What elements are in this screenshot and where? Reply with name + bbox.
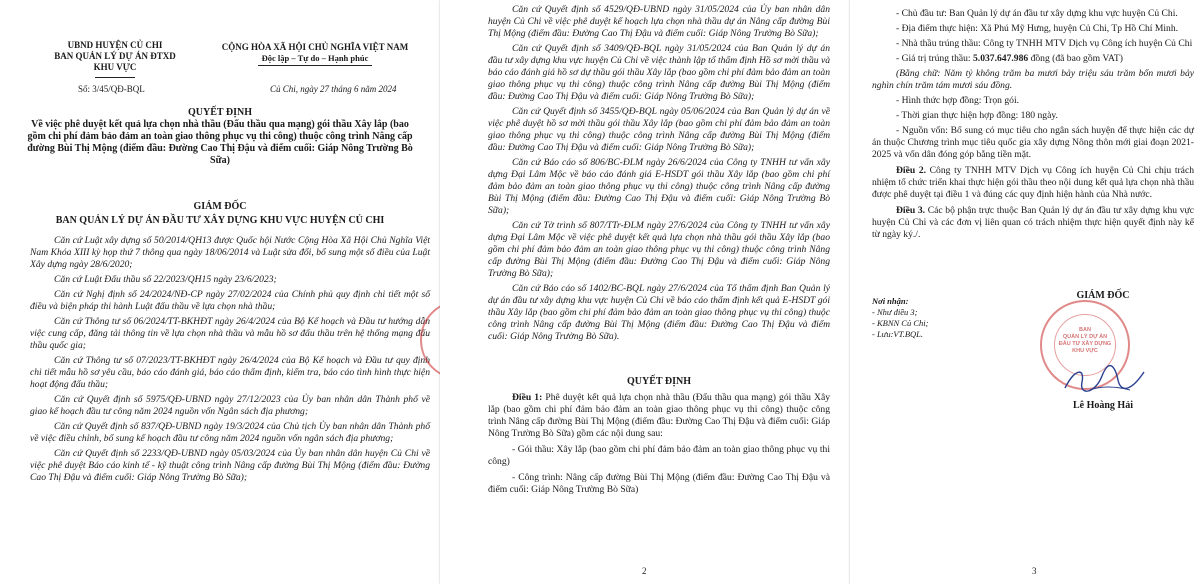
- seal-icon: [420, 300, 440, 380]
- document-page-1: [0, 0, 440, 584]
- price-prefix: - Giá trị trúng thầu:: [896, 53, 973, 64]
- nation-line-2: Độc lập – Tự do – Hạnh phúc: [261, 53, 369, 63]
- contract-duration: - Thời gian thực hiện hợp đồng: 180 ngày.: [896, 110, 1058, 121]
- place-date: Củ Chi, ngày 27 tháng 6 năm 2024: [270, 84, 397, 94]
- recipients-title: Nơi nhận:: [872, 296, 909, 306]
- seal-text: BAN QUẢN LÝ DỰ ÁN ĐẦU TƯ XÂY DỰNG KHU VỰC: [1058, 327, 1112, 354]
- ground-item: Căn cứ Quyết định số 3409/QĐ-BQL ngày 31/05/2024 của Ban Quản lý dự án đầu tư xây dựng khu vực huyện Củ Chi về việc thành lập tổ thẩm định Hồ sơ mời thầu và báo cáo đánh giá hồ sơ dự thầu gói thầu Xây lắp (bao gồm chi phí đảm bảo đảm an toàn giao thông phục vụ thi công) thuộc công trình Nâng cấp đường Bùi Thị Mộng (điểm đầu: Đường Cao Thị Đậu và điểm cuối: Giáp Nông Trường Bò Sữa);: [488, 43, 830, 102]
- signature-icon: [1060, 360, 1150, 400]
- article-1: [488, 392, 830, 496]
- section-title: QUYẾT ĐỊNH: [627, 376, 691, 387]
- agency-underline: [95, 77, 135, 78]
- agency-line-3: KHU VỰC: [93, 62, 137, 72]
- investor-item: - Chủ đầu tư: Ban Quản lý dự án đầu tư xây dựng khu vực huyện Củ Chi.: [896, 8, 1178, 19]
- ground-item: Căn cứ Quyết định số 3455/QĐ-BQL ngày 05/06/2024 của Ban Quản lý dự án về việc phê duyệt hồ sơ mời thầu gói thầu Xây lắp (bao gồm chi phí đảm bảo đảm an toàn giao thông phục vụ thi công) thuộc công trình Nâng cấp đường Bùi Thị Mộng (điểm đầu: Đường Cao Thị Đậu và điểm cuối: Giáp Nông Trường Bò Sữa);: [488, 106, 830, 153]
- edge-stamp-fragment: [420, 300, 440, 390]
- page-number: 3: [1032, 566, 1037, 576]
- agency-line-1: UBND HUYỆN CỦ CHI: [67, 40, 163, 50]
- ground-item: Căn cứ Quyết định số 837/QĐ-UBND ngày 19/3/2024 của Chủ tịch Ủy ban nhân dân Thành phố về việc điều chỉnh, bổ sung kế hoạch đầu tư công năm 2024 nguồn vốn ngân sách địa phương;: [30, 421, 430, 444]
- price-value: 5.037.647.986: [973, 53, 1029, 64]
- grounds-list-continued: [488, 4, 830, 346]
- nation-header: [200, 42, 430, 64]
- grounds-list: [30, 235, 430, 487]
- page-number: 2: [642, 566, 647, 576]
- price-suffix: đồng (đã bao gồm VAT): [1028, 53, 1123, 64]
- recipient-item: - KBNN Củ Chi;: [872, 318, 929, 328]
- ground-item: Căn cứ Nghị định số 24/2024/NĐ-CP ngày 27/02/2024 của Chính phủ quy định chi tiết một số điều và biện pháp thi hành Luật đấu thầu về lựa chọn nhà thầu;: [30, 289, 430, 312]
- authority-title: GIÁM ĐỐC: [193, 201, 247, 212]
- signer-title: GIÁM ĐỐC: [1076, 290, 1130, 301]
- recipient-item: - Như điều 3;: [872, 307, 918, 317]
- doc-subject: Về việc phê duyệt kết quả lựa chọn nhà thầu (Đấu thầu qua mạng) gói thầu Xây lắp (bao gồm chi phí đảm bảo đảm an toàn giao thông phục vụ thi công) thuộc công trình Nâng cấp đường Bùi Thị Mộng (điểm đầu: Đường Cao Thị Đậu và điểm cuối: Giáp Nông Trường Bò Sữa): [27, 119, 413, 166]
- ground-item: Căn cứ Báo cáo số 1402/BC-BQL ngày 27/6/2024 của Tổ thẩm định Ban Quản lý dự án đầu tư xây dựng khu vực huyện Củ Chi về báo cáo thẩm định kết quả E-HSDT gói thầu Xây lắp (bao gồm chi phí đảm bảo đảm an toàn giao thông phục vụ thi công) thuộc công trình Nâng cấp đường Bùi Thị Mộng (điểm đầu: Đường Cao Thị Đậu và điểm cuối: Giáp Nông Trường Bò Sữa).: [488, 283, 830, 342]
- ground-item: Căn cứ Luật Đấu thầu số 22/2023/QH15 ngày 23/6/2023;: [54, 274, 277, 285]
- agency-line-2: BAN QUẢN LÝ DỰ ÁN ĐTXD: [54, 51, 176, 61]
- signer-name: Lê Hoàng Hải: [1072, 400, 1133, 411]
- recipient-item: - Lưu:VT.BQL.: [872, 329, 923, 339]
- price-item: [872, 53, 1194, 65]
- article-2-label: Điều 2.: [896, 165, 927, 176]
- price-in-words: (Bằng chữ: Năm tỷ không trăm ba mươi bảy triệu sáu trăm bốn mươi bảy nghìn chín trăm tám mươi sáu đồng.: [872, 68, 1194, 91]
- document-page-2: [440, 0, 850, 584]
- article-1-text: Phê duyệt kết quả lựa chọn nhà thầu (Đấu thầu qua mạng) gói thầu Xây lắp (bao gồm chi phí đảm bảo đảm an toàn giao thông phục vụ thi công) thuộc công trình Nâng cấp đường Bùi Thị Mộng (điểm đầu: Đường Cao Thị Đậu và điểm cuối: Giáp Nông Trường Bò Sữa) gồm các nội dung sau:: [488, 392, 830, 439]
- agency-header: [40, 40, 190, 73]
- article-3: [872, 205, 1194, 241]
- article-3-text: Các bộ phận trực thuộc Ban Quản lý dự án đầu tư xây dựng khu vực huyện Củ Chi và các đơn vị liên quan có trách nhiệm thực hiện quyết định này kể từ ngày ký./.: [872, 205, 1194, 240]
- funding-source: - Nguồn vốn: Bổ sung có mục tiêu cho ngân sách huyện để thực hiện các dự án thuộc Chương trình mục tiêu quốc gia xây dựng Nông thôn mới giai đoạn 2021-2025 và vốn dân đóng góp bằng tiền mặt.: [872, 125, 1194, 160]
- recipients-block: [872, 296, 1002, 340]
- authority-org: BAN QUẢN LÝ DỰ ÁN ĐẦU TƯ XÂY DỰNG KHU VỰC HUYỆN CỦ CHI: [55, 215, 385, 226]
- ground-item: Căn cứ Báo cáo số 806/BC-ĐLM ngày 26/6/2024 của Công ty TNHH tư vấn xây dựng Đại Lâm Mộc về báo cáo đánh giá E-HSDT gói thầu Xây lắp (bao gồm chi phí đảm bảo đảm an toàn giao thông phục vụ thi công) thuộc công trình Nâng cấp đường Bùi Thị Mộng (điểm đầu: Đường Cao Thị Đậu và điểm cuối: Giáp Nông Trường Bò Sữa);: [488, 157, 830, 216]
- document-page-3: [850, 0, 1200, 584]
- ground-item: Căn cứ Thông tư số 07/2023/TT-BKHĐT ngày 26/4/2024 của Bộ Kế hoạch và Đầu tư quy định chi tiết mẫu hồ sơ yêu cầu, báo cáo đánh giá, báo cáo thẩm định, kiểm tra, báo cáo tình hình thực hiện hoạt động đấu thầu;: [30, 355, 430, 390]
- nation-underline: [258, 65, 372, 66]
- location-item: - Địa điểm thực hiện: Xã Phú Mỹ Hưng, huyện Củ Chi, Tp Hồ Chí Minh.: [896, 23, 1179, 34]
- article-3-label: Điều 3.: [896, 205, 926, 216]
- ground-item: Căn cứ Quyết định số 5975/QĐ-UBND ngày 27/12/2023 của Ủy ban nhân dân Thành phố về giao kế hoạch đầu tư công năm 2024 nguồn vốn Ngân sách địa phương;: [30, 394, 430, 417]
- ground-item: Căn cứ Quyết định số 2233/QĐ-UBND ngày 05/03/2024 của Ủy ban nhân dân huyện Củ Chi về việc phê duyệt Báo cáo kinh tế - kỹ thuật công trình Nâng cấp đường Bùi Thị Mộng (điểm đầu: Đường Cao Thị Đậu và điểm cuối: Giáp Nông Trường Bò Sữa);: [30, 448, 430, 483]
- nation-line-1: CỘNG HÒA XÃ HỘI CHỦ NGHĨA VIỆT NAM: [221, 42, 409, 52]
- article-2-text: Công ty TNHH MTV Dịch vụ Công ích huyện Củ Chi chịu trách nhiệm tổ chức triển khai thực hiện gói thầu theo nội dung kết quả lựa chọn nhà thầu được phê duyệt tại điều 1 và đúng các quy định hiện hành của Nhà nước.: [872, 165, 1194, 200]
- doc-type: QUYẾT ĐỊNH: [188, 107, 252, 118]
- article-2: [872, 165, 1194, 201]
- work-item: - Công trình: Nâng cấp đường Bùi Thị Mộng (điểm đầu: Đường Cao Thị Đậu và điểm cuối: Giáp Nông Trường Bò Sữa): [488, 472, 830, 495]
- ground-item: Căn cứ Tờ trình số 807/TTr-ĐLM ngày 27/6/2024 của Công ty TNHH tư vấn xây dựng Đại Lâm Mộc về việc phê duyệt kết quả lựa chọn nhà thầu gói thầu Xây lắp (bao gồm chi phí đảm bảo đảm an toàn giao thông phục vụ thi công) thuộc công trình Nâng cấp đường Bùi Thị Mộng (điểm đầu: Đường Cao Thị Đậu và điểm cuối: Giáp Nông Trường Bò Sữa);: [488, 220, 830, 279]
- decision-details: [872, 8, 1194, 241]
- article-1-label: Điều 1:: [512, 392, 543, 403]
- contract-type: - Hình thức hợp đồng: Trọn gói.: [896, 95, 1020, 106]
- package-item: - Gói thầu: Xây lắp (bao gồm chi phí đảm bảo đảm an toàn giao thông phục vụ thi công): [488, 444, 830, 467]
- ground-item: Căn cứ Thông tư số 06/2024/TT-BKHĐT ngày 26/4/2024 của Bộ Kế hoạch và Đầu tư hướng dẫn việc cung cấp, đăng tải thông tin về lựa chọn nhà thầu và mẫu hồ sơ đấu thầu trên hệ thống mạng đấu thầu quốc gia;: [30, 316, 430, 351]
- doc-number: Số: 3/45/QĐ-BQL: [78, 84, 145, 94]
- ground-item: Căn cứ Quyết định số 4529/QĐ-UBND ngày 31/05/2024 của Ủy ban nhân dân huyện Củ Chi về việc phê duyệt kế hoạch lựa chọn nhà thầu dự án Nâng cấp đường Bùi Thị Mộng (điểm đầu: Đường Cao Thị Đậu và điểm cuối: Giáp Nông Trường Bò Sữa);: [488, 4, 830, 39]
- winner-item: - Nhà thầu trúng thầu: Công ty TNHH MTV Dịch vụ Công ích huyện Củ Chi: [896, 38, 1193, 49]
- ground-item: Căn cứ Luật xây dựng số 50/2014/QH13 được Quốc hội Nước Cộng Hòa Xã Hội Chủ Nghĩa Việt Nam Khóa XIII kỳ họp thứ 7 thông qua ngày 18/06/2014 và Luật sửa đổi, bổ sung một số điều của Luật Xây dựng ngày 28/6/2020;: [30, 235, 430, 270]
